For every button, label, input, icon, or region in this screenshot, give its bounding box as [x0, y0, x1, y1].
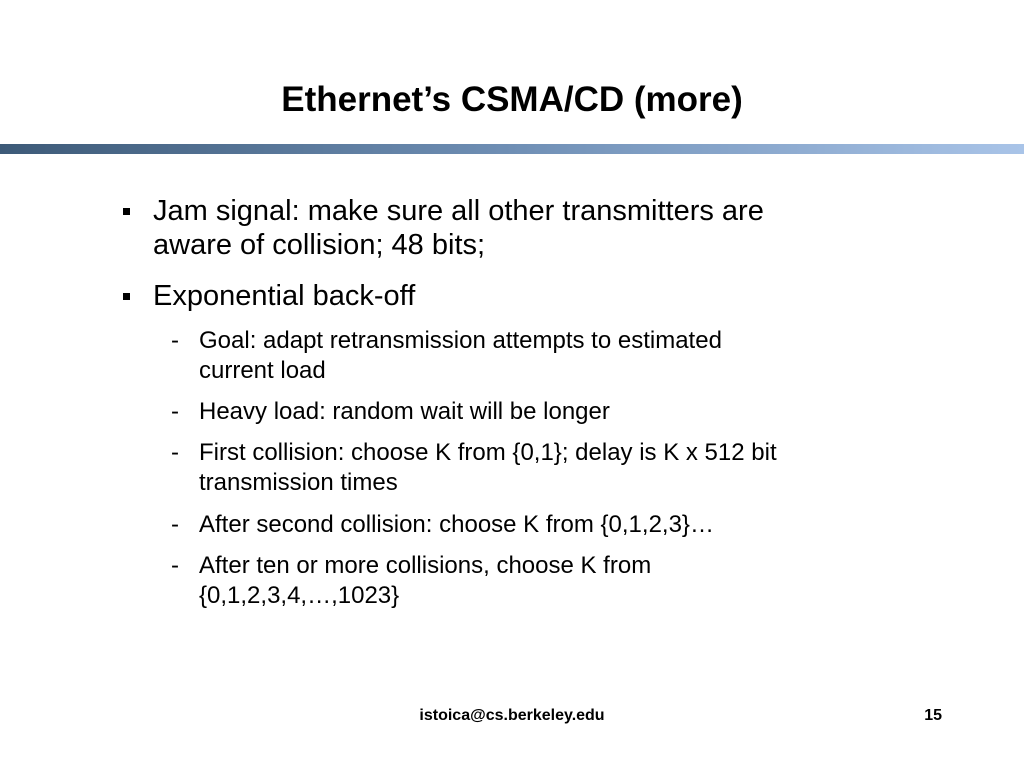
slide-title: Ethernet’s CSMA/CD (more)	[281, 80, 743, 119]
sub-item-line: transmission times	[199, 469, 398, 496]
dash-bullet-icon: -	[171, 398, 179, 425]
sub-item-heavy-load	[171, 397, 899, 427]
sub-item-ten-collisions	[171, 551, 899, 611]
sub-item-line: After ten or more collisions, choose K from	[199, 552, 652, 579]
bullet-jam-signal	[153, 194, 913, 262]
dash-bullet-icon: -	[171, 439, 179, 466]
footer-email: istoica@cs.berkeley.edu	[419, 707, 605, 724]
dash-bullet-icon: -	[171, 511, 179, 538]
dash-bullet-icon: -	[171, 552, 179, 579]
sub-item-line: After second collision: choose K from {0,1,2,3}…	[199, 511, 714, 538]
sub-item-goal	[171, 326, 899, 386]
sub-item-line: {0,1,2,3,4,…,1023}	[199, 582, 400, 609]
bullet-exponential-backoff	[153, 279, 913, 313]
page-number: 15	[924, 707, 942, 724]
sub-item-line: First collision: choose K from {0,1}; delay is K x 512 bit	[199, 439, 777, 466]
sub-item-line: current load	[199, 357, 326, 384]
bullet-line: aware of collision; 48 bits;	[153, 229, 486, 261]
bullet-line: Jam signal: make sure all other transmitters are	[153, 195, 764, 227]
bullet-line: Exponential back-off	[153, 280, 416, 312]
sub-item-line: Goal: adapt retransmission attempts to estimated	[199, 327, 722, 354]
square-bullet-icon	[123, 208, 130, 215]
sub-item-second-collision	[171, 510, 899, 540]
dash-bullet-icon: -	[171, 327, 179, 354]
square-bullet-icon	[123, 293, 130, 300]
sub-item-first-collision	[171, 438, 899, 498]
sub-item-line: Heavy load: random wait will be longer	[199, 398, 610, 425]
